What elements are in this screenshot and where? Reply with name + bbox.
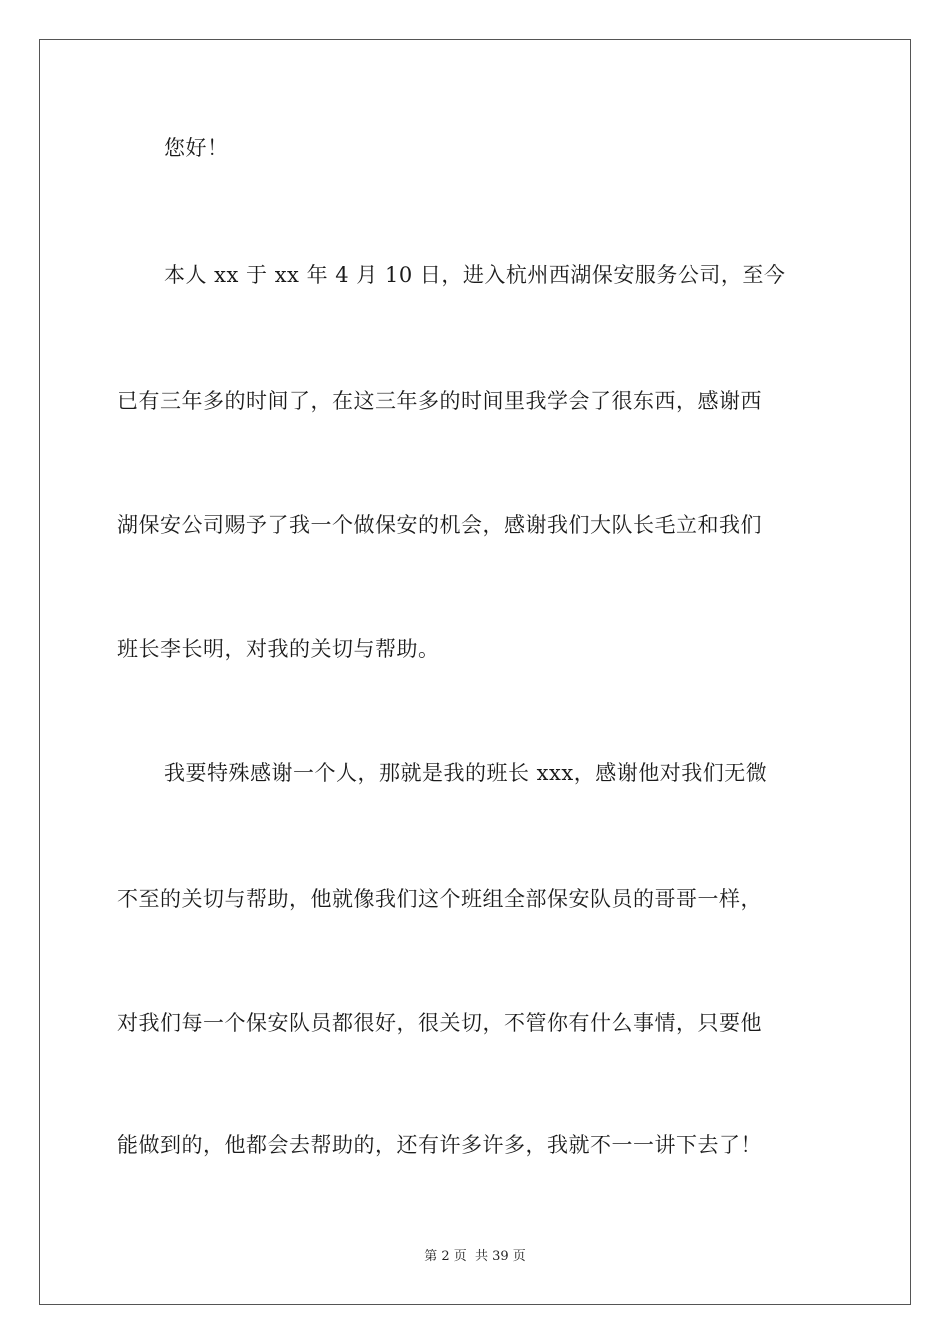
- paragraph-1-line-3: 湖保安公司赐予了我一个做保安的机会，感谢我们大队长毛立和我们: [117, 513, 762, 537]
- greeting-text: 您好！: [164, 136, 229, 160]
- paragraph-2-line-3: 对我们每一个保安队员都很好，很关切，不管你有什么事情，只要他: [117, 1011, 762, 1035]
- page-number: 第 2 页: [424, 1249, 467, 1264]
- page-total: 共 39 页: [474, 1249, 526, 1264]
- page-footer: [0, 1248, 950, 1266]
- paragraph-2-line-1: 我要特殊感谢一个人，那就是我的班长 xxx，感谢他对我们无微: [164, 761, 768, 785]
- paragraph-1-line-4: 班长李长明，对我的关切与帮助。: [117, 637, 440, 661]
- paragraph-1-line-2: 已有三年多的时间了，在这三年多的时间里我学会了很东西，感谢西: [117, 389, 762, 413]
- paragraph-2-line-2: 不至的关切与帮助，他就像我们这个班组全部保安队员的哥哥一样，: [117, 887, 762, 911]
- paragraph-1-line-1: 本人 xx 于 xx 年 4 月 10 日，进入杭州西湖保安服务公司，至今: [164, 263, 786, 287]
- page-frame: [39, 39, 911, 1305]
- paragraph-2-line-4: 能做到的，他都会去帮助的，还有许多许多，我就不一一讲下去了！: [117, 1133, 762, 1157]
